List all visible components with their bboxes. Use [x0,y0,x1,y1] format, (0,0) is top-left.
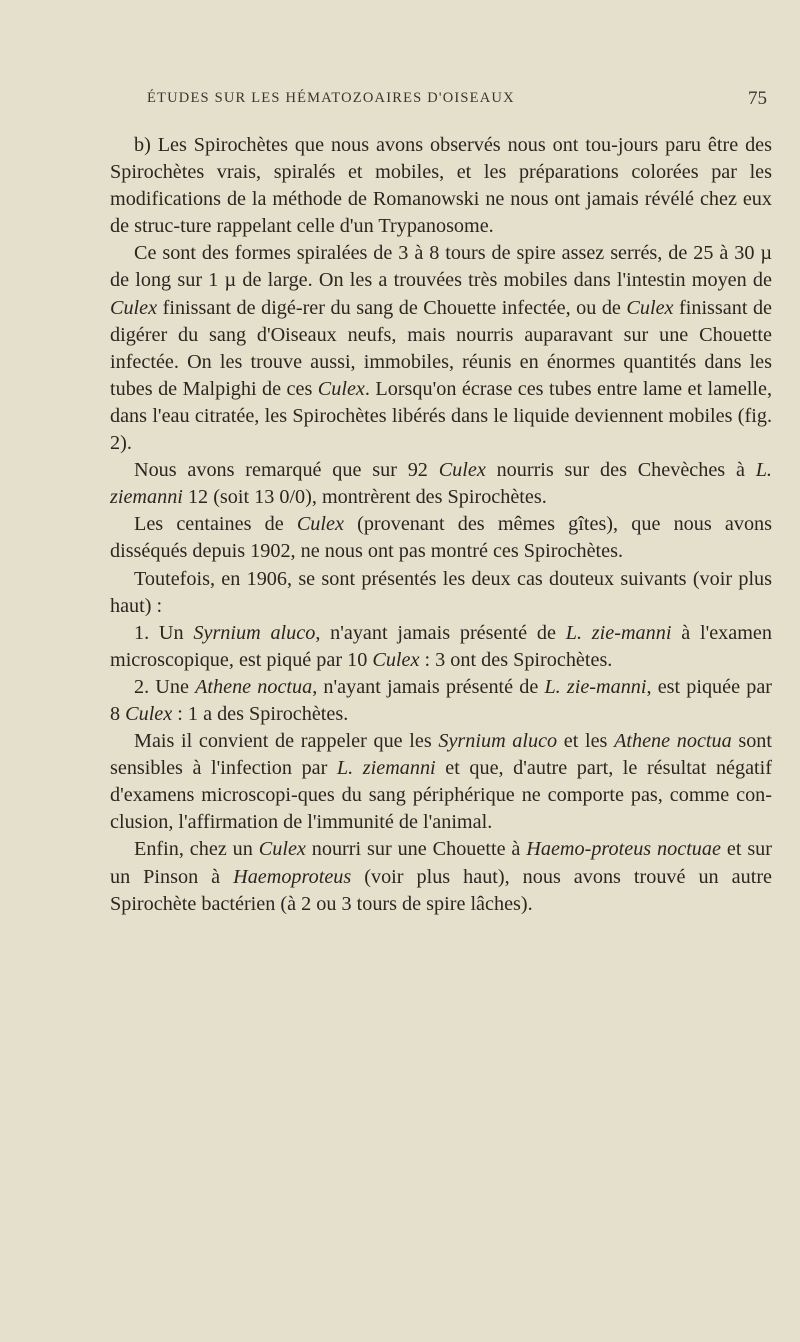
text-run: à l'examen microscopique, est piqué par 10 [110,621,772,671]
paragraph [110,457,772,511]
italic-text: Culex [372,648,420,671]
italic-text: Culex [110,296,158,319]
paragraph [110,511,772,565]
text-run: et sur un Pinson à [110,838,773,888]
italic-text: Culex [317,377,365,400]
italic-text: Haemo-proteus noctuae [526,838,721,861]
italic-text: L. zie-manni [544,675,647,698]
text-run: 2. Une [134,675,196,698]
text-run: : 1 a des Spirochètes. [172,702,349,725]
text-run: et les [557,730,615,753]
italic-text: Culex [626,296,674,319]
paragraph [110,620,772,674]
italic-text: Syrnium aluco [438,730,558,753]
italic-text: Culex [258,838,306,861]
text-run: Nous avons remarqué que sur 92 [134,459,439,482]
text-run: finissant de digérer du sang d'Oiseaux neufs, mais nourris auparavant sur une Chouette infectée. On les trouve aussi, immobiles, réunis en énormes quantités dans les tubes de Malpighi de ces [110,296,772,400]
text-run: , n'ayant jamais présenté de [312,675,545,698]
text-run: b) Les Spirochètes que nous avons observés nous ont tou-jours paru être des Spirochètes vrais, spiralés et mobiles, et les préparations colorées par les modifications de la méthode de Romanowski ne nous ont jamais révélé chez eux de struc-ture rappelant celle d'un Trypanosome. [110,134,772,238]
italic-text: Culex [438,459,486,482]
text-run: 12 (soit 13 0/0), montrèrent des Spirochètes. [182,486,547,509]
paragraph [110,566,772,620]
paragraph [110,132,772,240]
text-run: finissant de digé-rer du sang de Chouette infectée, ou de [157,296,627,319]
paragraph [110,240,772,457]
text-run: sont sensibles à l'infection par [110,730,772,780]
italic-text: L. ziemanni [110,459,772,509]
running-title: ÉTUDES SUR LES HÉMATOZOAIRES D'OISEAUX [147,90,515,106]
text-run: Ce sont des formes spiralées de 3 à 8 tours de spire assez serrés, de 25 à 30 µ de long sur 1 µ de large. On les a trouvées très mobiles dans l'intestin moyen de [110,242,772,292]
page-number: 75 [748,88,767,109]
text-run: Les centaines de [134,513,297,536]
text-run: . Lorsqu'on écrase ces tubes entre lame et lamelle, dans l'eau citratée, les Spirochètes libérés dans le liquide deviennent mobiles (fig. 2). [110,377,772,455]
text-run: , est piquée par 8 [110,675,772,725]
italic-text: Culex [296,513,344,536]
italic-text: Athene noctua [195,675,313,698]
italic-text: L. zie-manni [565,621,672,644]
text-run: Toutefois, en 1906, se sont présentés les deux cas douteux suivants (voir plus haut) : [110,567,772,617]
text-run: nourris sur des Chevèches à [485,459,756,482]
text-run: , n'ayant jamais présenté de [315,621,566,644]
italic-text: Syrnium aluco [193,621,316,644]
text-run: : 3 ont des Spirochètes. [419,648,613,671]
body-text [110,132,772,918]
text-run: et que, d'autre part, le résultat négatif d'examens microscopi-ques du sang périphérique ne comporte pas, comme con-clusion, l'affirmation de l'immunité de l'animal. [110,757,772,834]
paragraph [110,728,772,836]
italic-text: Culex [125,702,173,725]
paragraph [110,836,772,917]
paragraph [110,674,772,728]
italic-text: L. ziemanni [336,757,436,780]
italic-text: Athene noctua [614,730,732,753]
text-run: (provenant des mêmes gîtes), que nous avons disséqués depuis 1902, ne nous ont pas montré ces Spirochètes. [110,513,772,563]
running-header [147,90,767,107]
italic-text: Haemoproteus [233,865,352,888]
text-run: 1. Un [134,621,194,644]
text-run: Enfin, chez un [134,838,259,861]
text-run: Mais il convient de rappeler que les [134,730,439,753]
text-run: nourri sur une Chouette à [305,838,527,861]
text-run: (voir plus haut), nous avons trouvé un autre Spirochète bactérien (à 2 ou 3 tours de spire lâches). [110,865,772,915]
